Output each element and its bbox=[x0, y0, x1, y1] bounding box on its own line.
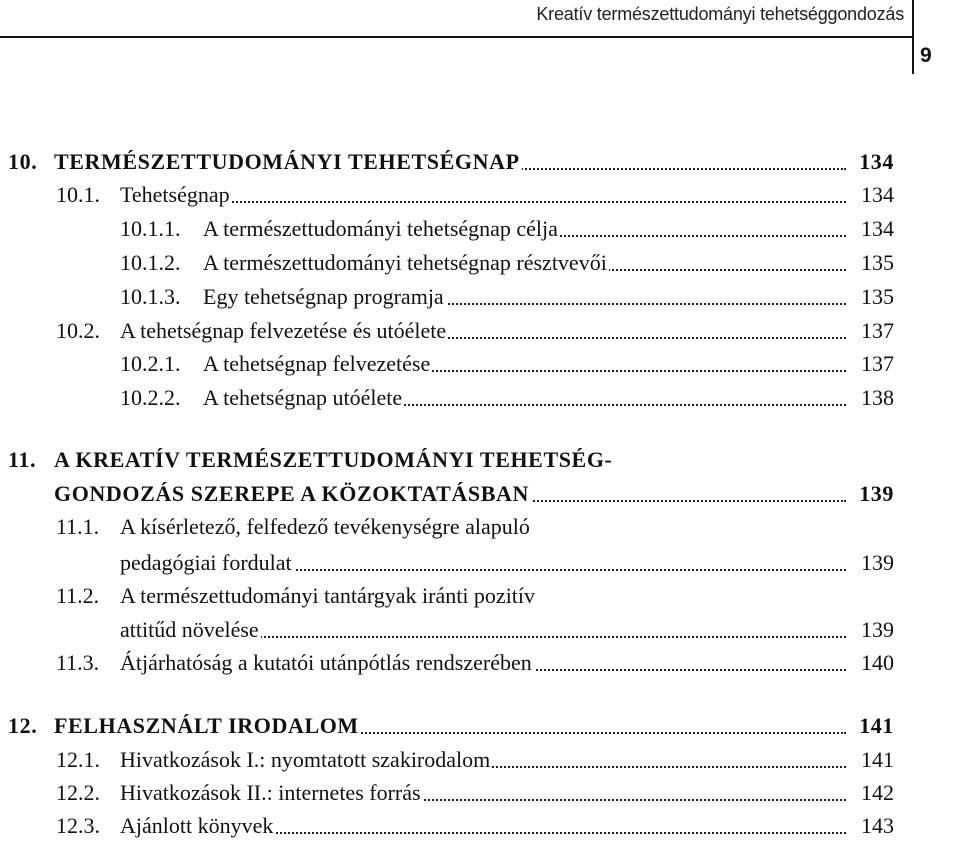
toc-page: 139 bbox=[861, 550, 894, 575]
running-header-title: Kreatív természettudományi tehetséggondozás bbox=[536, 4, 904, 24]
toc-page: 141 bbox=[859, 713, 894, 738]
toc-entry-10-2-1[interactable] bbox=[0, 347, 960, 381]
toc-title-line1: A természettudományi tantárgyak iránti pozitív bbox=[120, 583, 536, 608]
header-rule bbox=[0, 36, 912, 38]
toc-page: 137 bbox=[861, 318, 894, 343]
toc-number: 10. bbox=[8, 149, 38, 174]
toc-number: 10.1.2. bbox=[120, 250, 181, 275]
toc-entry-11-2-line2[interactable] bbox=[0, 613, 960, 647]
toc-entry-12-1[interactable] bbox=[0, 743, 960, 777]
toc-title: Ajánlott könyvek bbox=[120, 809, 846, 843]
toc-page: 139 bbox=[861, 617, 894, 642]
toc-page: 134 bbox=[861, 216, 894, 241]
toc-number: 11. bbox=[8, 447, 37, 472]
toc-entry-10-1-1[interactable] bbox=[0, 212, 960, 246]
toc-page: 139 bbox=[859, 481, 894, 506]
toc-number: 12.2. bbox=[56, 780, 100, 805]
toc-number: 10.2. bbox=[56, 318, 100, 343]
toc-title-line2: pedagógiai fordulat bbox=[120, 546, 846, 580]
toc-page: 134 bbox=[859, 149, 894, 174]
toc-title: A tehetségnap utóélete bbox=[203, 381, 846, 415]
toc-entry-10-1[interactable] bbox=[0, 178, 960, 212]
toc-title: Tehetségnap bbox=[120, 178, 846, 212]
toc-number: 12.3. bbox=[56, 813, 100, 838]
toc-title-line2: GONDOZÁS SZEREPE A KÖZOKTATÁSBAN bbox=[54, 477, 846, 511]
toc-title-line2: attitűd növelése bbox=[120, 613, 846, 647]
toc-page: 142 bbox=[861, 780, 894, 805]
toc-title: TERMÉSZETTUDOMÁNYI TEHETSÉGNAP bbox=[54, 145, 846, 179]
toc-entry-chapter-11-line1[interactable] bbox=[0, 443, 960, 477]
header-vertical-rule bbox=[912, 0, 914, 74]
toc-title: FELHASZNÁLT IRODALOM bbox=[54, 709, 846, 743]
toc-entry-chapter-12[interactable] bbox=[0, 709, 960, 743]
toc-title: Hivatkozások I.: nyomtatott szakirodalom bbox=[120, 743, 846, 777]
toc-title: A természettudományi tehetségnap célja bbox=[203, 212, 846, 246]
toc-entry-chapter-10[interactable] bbox=[0, 145, 960, 179]
toc-entry-10-1-3[interactable] bbox=[0, 280, 960, 314]
toc-entry-chapter-11-line2[interactable] bbox=[0, 477, 960, 511]
toc-number: 11.3. bbox=[56, 650, 100, 675]
toc-number: 10.1. bbox=[56, 182, 100, 207]
toc-number: 10.1.3. bbox=[120, 284, 181, 309]
toc-title: A tehetségnap felvezetése bbox=[203, 347, 846, 381]
toc-title: Hivatkozások II.: internetes forrás bbox=[120, 776, 846, 810]
toc-page: 135 bbox=[861, 250, 894, 275]
toc-title: A tehetségnap felvezetése és utóélete bbox=[120, 314, 846, 348]
toc-entry-11-2-line1[interactable] bbox=[0, 579, 960, 613]
toc-entry-12-2[interactable] bbox=[0, 776, 960, 810]
toc-page: 135 bbox=[861, 284, 894, 309]
toc-page: 137 bbox=[861, 351, 894, 376]
toc-number: 11.2. bbox=[56, 583, 100, 608]
toc-entry-10-1-2[interactable] bbox=[0, 246, 960, 280]
toc-number: 10.2.2. bbox=[120, 385, 181, 410]
toc-number: 10.1.1. bbox=[120, 216, 181, 241]
toc-entry-12-3[interactable] bbox=[0, 809, 960, 843]
toc-entry-11-1-line1[interactable] bbox=[0, 510, 960, 544]
toc-entry-10-2-2[interactable] bbox=[0, 381, 960, 415]
toc-page: 140 bbox=[861, 650, 894, 675]
toc-page: 143 bbox=[861, 813, 894, 838]
toc-entry-10-2[interactable] bbox=[0, 314, 960, 348]
toc-number: 10.2.1. bbox=[120, 351, 181, 376]
toc-number: 11.1. bbox=[56, 514, 100, 539]
toc-page: 138 bbox=[861, 385, 894, 410]
toc-title-line1: A kísérletező, felfedező tevékenységre alapuló bbox=[120, 514, 530, 539]
toc-title-line1: A KREATÍV TERMÉSZETTUDOMÁNYI TEHETSÉG- bbox=[54, 447, 613, 472]
toc-number: 12.1. bbox=[56, 747, 100, 772]
toc-page: 134 bbox=[861, 182, 894, 207]
page-number: 9 bbox=[920, 44, 932, 67]
toc-page: 141 bbox=[861, 747, 894, 772]
toc-entry-11-3[interactable] bbox=[0, 646, 960, 680]
toc-entry-11-1-line2[interactable] bbox=[0, 546, 960, 580]
toc-title: A természettudományi tehetségnap résztvevői bbox=[203, 246, 846, 280]
running-header bbox=[0, 0, 960, 90]
toc-title: Egy tehetségnap programja bbox=[203, 280, 846, 314]
toc-number: 12. bbox=[8, 713, 38, 738]
toc-title: Átjárhatóság a kutatói utánpótlás rendszerében bbox=[120, 646, 846, 680]
